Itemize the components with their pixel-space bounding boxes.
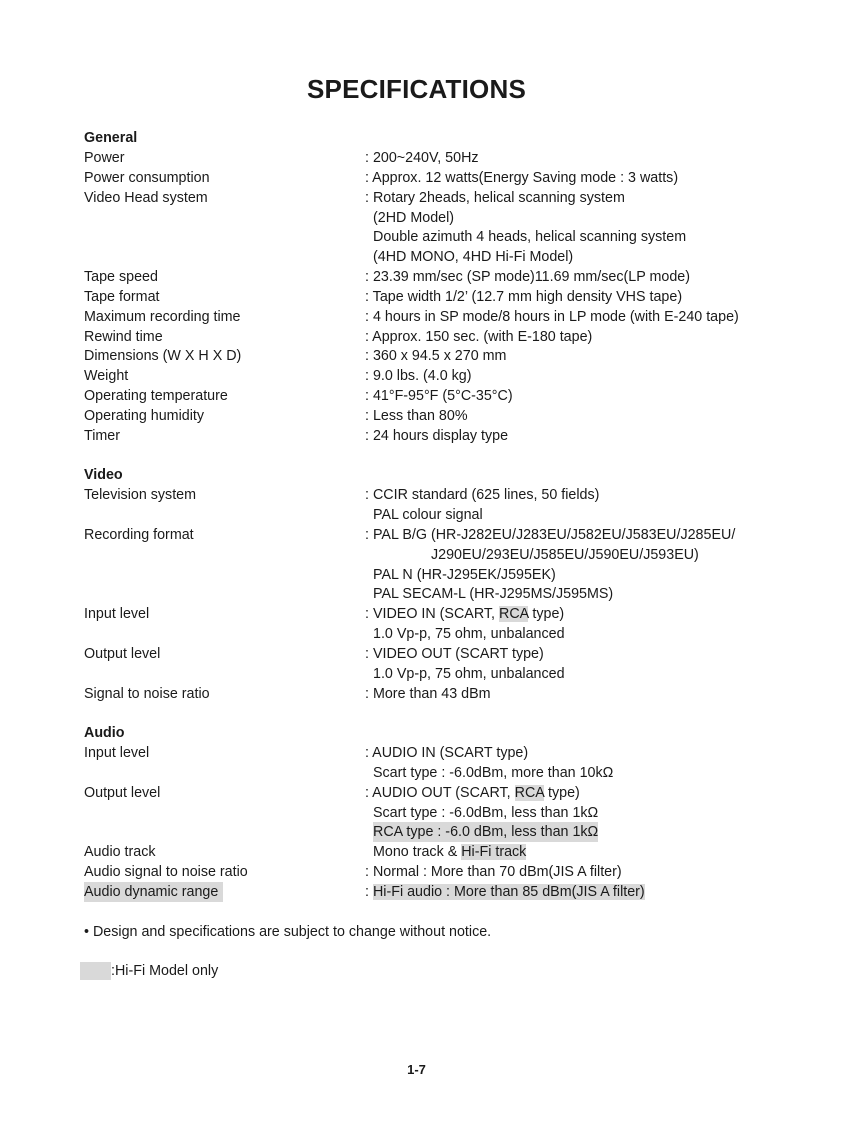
spec-value: PAL colour signal: [373, 507, 483, 523]
spec-label: Rewind time: [84, 329, 163, 345]
spec-value: : 9.0 lbs. (4.0 kg): [365, 368, 472, 384]
page-title: SPECIFICATIONS: [306, 74, 526, 104]
spec-value: Scart type : -6.0dBm, more than 10kΩ: [373, 765, 614, 781]
hifi-legend-swatch: [80, 962, 111, 980]
disclaimer-note: • Design and specifications are subject to change without notice.: [84, 924, 492, 940]
spec-label: Input level: [84, 606, 150, 622]
hifi-highlight: RCA: [499, 606, 529, 622]
spec-value: : 360 x 94.5 x 270 mm: [365, 348, 507, 364]
spec-value: : 23.39 mm/sec (SP mode)11.69 mm/sec(LP mode): [365, 269, 690, 285]
spec-value: : VIDEO IN (SCART, RCA type): [365, 606, 565, 622]
spec-label: Weight: [84, 368, 129, 384]
spec-label: Output level: [84, 646, 161, 662]
spec-label: Signal to noise ratio: [84, 686, 210, 702]
page-number: 1-7: [407, 1062, 426, 1077]
spec-value: (2HD Model): [373, 210, 455, 226]
spec-value: : Normal : More than 70 dBm(JIS A filter): [365, 864, 622, 880]
hifi-legend-text: :Hi-Fi Model only: [111, 963, 219, 979]
spec-label: Power consumption: [84, 170, 210, 186]
hifi-highlight: Hi-Fi track: [461, 844, 527, 860]
spec-label: Tape speed: [84, 269, 158, 285]
spec-label: Maximum recording time: [84, 309, 241, 325]
spec-value: : Approx. 12 watts(Energy Saving mode : 3 watts): [365, 170, 679, 186]
spec-value: PAL N (HR-J295EK/J595EK): [373, 567, 556, 583]
spec-value: : Rotary 2heads, helical scanning system: [365, 190, 625, 206]
spec-label: Recording format: [84, 527, 194, 543]
spec-value: Scart type : -6.0dBm, less than 1kΩ: [373, 805, 599, 821]
spec-value: : 41°F-95°F (5°C-35°C): [365, 388, 513, 404]
spec-label: Power: [84, 150, 125, 166]
spec-value: : AUDIO OUT (SCART, RCA type): [365, 785, 580, 801]
spec-value: (4HD MONO, 4HD Hi-Fi Model): [373, 249, 574, 265]
spec-label: Output level: [84, 785, 161, 801]
spec-label: Video Head system: [84, 190, 208, 206]
hifi-highlight: RCA: [514, 785, 545, 801]
spec-value: : CCIR standard (625 lines, 50 fields): [365, 487, 600, 503]
hifi-highlight: Hi-Fi audio : More than 85 dBm(JIS A filter): [372, 884, 645, 900]
spec-value: : Tape width 1/2’ (12.7 mm high density VHS tape): [365, 289, 683, 305]
spec-value: 1.0 Vp-p, 75 ohm, unbalanced: [373, 626, 565, 642]
spec-label: Television system: [84, 487, 197, 503]
spec-value: Double azimuth 4 heads, helical scanning system: [373, 229, 687, 245]
spec-value: PAL SECAM-L (HR-J295MS/J595MS): [373, 586, 614, 602]
spec-value: : 4 hours in SP mode/8 hours in LP mode (with E-240 tape): [365, 309, 739, 325]
spec-label: Operating temperature: [84, 388, 228, 404]
spec-value: J290EU/293EU/J585EU/J590EU/J593EU): [431, 547, 699, 563]
spec-value: : VIDEO OUT (SCART type): [365, 646, 544, 662]
spec-label: Operating humidity: [84, 408, 204, 424]
spec-label: Input level: [84, 745, 150, 761]
hifi-highlight: Audio dynamic range: [84, 882, 223, 902]
spec-value: Mono track & Hi-Fi track: [373, 844, 527, 860]
spec-label: Dimensions (W X H X D): [84, 348, 242, 364]
spec-value: : Approx. 150 sec. (with E-180 tape): [365, 329, 593, 345]
spec-value: : 200~240V, 50Hz: [365, 150, 479, 166]
spec-label: Tape format: [84, 289, 160, 305]
spec-value: : Hi-Fi audio : More than 85 dBm(JIS A filter): [365, 884, 645, 900]
spec-label: Audio signal to noise ratio: [84, 864, 248, 880]
spec-value: : PAL B/G (HR-J282EU/J283EU/J582EU/J583EU/J285EU/: [365, 527, 736, 543]
spec-value: : AUDIO IN (SCART type): [365, 745, 529, 761]
spec-value: : More than 43 dBm: [365, 686, 491, 702]
spec-value: : Less than 80%: [365, 408, 468, 424]
hifi-highlight: RCA type : -6.0 dBm, less than 1kΩ: [373, 824, 599, 840]
spec-label: Audio track: [84, 844, 156, 860]
spec-value: : 24 hours display type: [365, 428, 509, 444]
spec-label: Timer: [84, 428, 121, 444]
spec-value: 1.0 Vp-p, 75 ohm, unbalanced: [373, 666, 565, 682]
